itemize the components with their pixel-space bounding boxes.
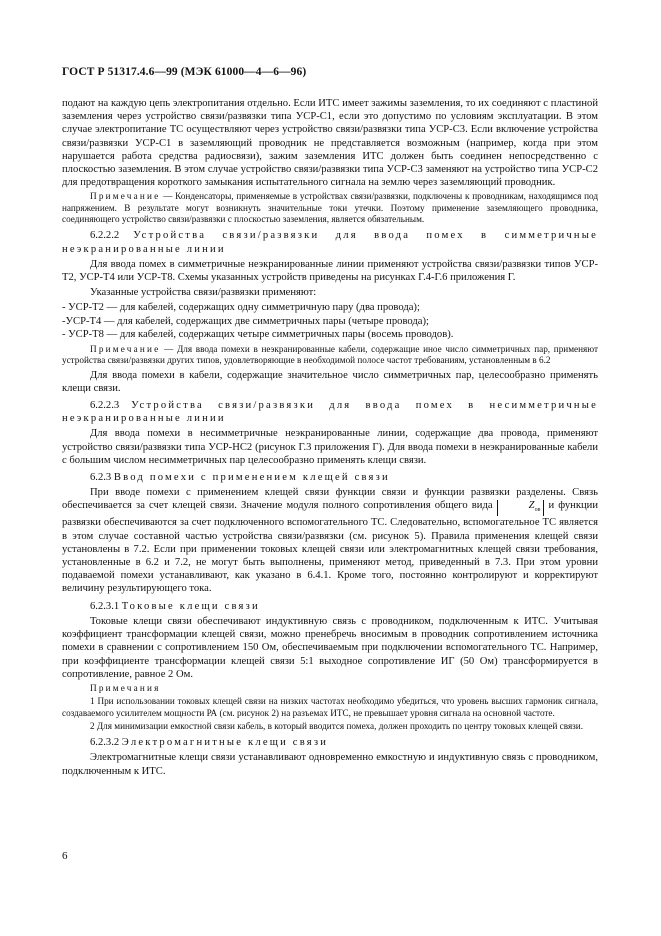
section-number: 6.2.2.3 [90,399,120,411]
paragraph: Для ввода помехи в несимметричные неэкранированные линии, содержащие два провода, применяют устройство связи/развязки типа УСР-НС2 (рисунок Г.3 приложения Г). Для ввода помехи в неэкранированные кабели с большим числом несимметричных пар целесообразно применять клещи связи. [62,428,598,466]
note-text: — Конденсаторы, применяемые в устройствах связи/развязки, подключены к проводникам, находящимся под напряжением. В результате могут возникнуть значительные токи утечки. Поэтому применение заземляющего проводника, соединяющего устройство связи/развязки с плоскостью заземления, является обязательным. [62,191,598,225]
paragraph: подают на каждую цепь электропитания отдельно. Если ИТС имеет зажимы заземления, то их соединяют с пластиной заземления через устройство связи/развязки типа УСР-С1, если это допустимо по условиям эксплуатации. В этом случае электропитание ТС осуществляют через устройство связи/развязки типа УСР-С3. Если включение устройства связи/развязки УСР-С1 в заземляющий проводник не представляется возможным (например, когда при этом нарушается работа средства радиосвязи), зажим заземления ИТС должен быть соединен непосредственно с плоскостью заземления. В этом случае устройство связи/развязки типа УСР-С3 заменяют на устройство типа УСР-С2 для предотвращения короткого замыкания испытательного сигнала на землю через заземляющий проводник. [62,98,598,189]
paragraph: Токовые клещи связи обеспечивают индуктивную связь с проводником, подключенным к ИТС. Учитывая коэффициент трансформации клещей связи, можно пренебречь вносимым в проводник сопротивлением источника помехи в сравнении с сопротивлением 150 Ом, обеспечиваемым при подключении вспомогательного ТС. Например, при коэффициенте трансформации клещей связи 5:1 выходное сопротивление ИГ (50 Ом) трансформируется в сопротивление, равное 2 Ом. [62,615,598,680]
paragraph: Для ввода помех в симметричные неэкранированные линии применяют устройства связи/развязки типов УСР-Т2, УСР-Т4 или УСР-Т8. Схемы указанных устройств приведены на рисунках Г.4-Г.6 приложения Г. [62,258,598,283]
note-text: — Для ввода помехи в неэкранированные кабели, содержащие иное число симметричных пар, применяют устройства связи/развязки других типов, удовлетворяющие в необходимой полосе частот требованиям, установленным в 6.2 [62,343,598,366]
section-number: 6.2.3.1 [90,600,120,612]
paragraph [62,486,598,596]
list-item: - УСР-Т2 — для кабелей, содержащих одну симметричную пару (два провода); [62,302,420,314]
notes-label-text: Примечания [90,682,161,693]
section-title: Электромагнитные клещи связи [121,737,329,749]
section-title: Токовые клещи связи [121,600,260,612]
impedance-z: Z [528,500,535,512]
document-header: ГОСТ Р 51317.4.6—99 (МЭК 61000—4—6—96) [62,66,307,78]
list-item: -УСР-Т4 — для кабелей, содержащих две симметричных пары (четыре провода); [62,315,429,327]
section-title: Устройства связи/развязки для ввода помех в несимметричные неэкранированные линии [62,399,599,425]
note-label: Примечание [90,343,161,354]
list-item: - УСР-Т8 — для кабелей, содержащих четыре симметричных пары (восемь проводов). [62,328,454,340]
note [62,344,598,367]
section-heading-6-2-3-1 [62,600,598,613]
note: 2 Для минимизации емкостной связи кабель, в который вводится помеха, должен проходить по центру токовых клещей связи. [90,720,584,731]
paragraph: Для ввода помехи в кабели, содержащие значительное число симметричных пар, целесообразно применять клещи связи. [62,369,598,394]
note-label: Примечание [90,191,161,202]
paragraph-text: и функции развязки обеспечиваются за счет подключенного вспомогательного ТС. Следовательно, вспомогательное ТС является в этом случае составной частью устройства связи/развязки (см. рисунок 5). Правила применения клещей связи установлены в 7.2. Если при применении токовых клещей связи или электромагнитных клещей связи требования, установленные в 6.2 и 7.2, не могут быть выполнены, применяют метод, приведенный в 7.3. При этом уровни подаваемой помехи устанавливают, как указано в 6.4.1. Кроме того, постоянно контролируют и корректируют величину результирующего тока. [62,500,599,595]
paragraph: Электромагнитные клещи связи устанавливают одновременно емкостную и индуктивную связь с проводником, подключенным к ИТС. [62,752,598,777]
section-heading-6-2-3 [62,471,598,484]
paragraph: Указанные устройства связи/развязки применяют: [90,287,317,299]
section-heading-6-2-3-2 [62,736,598,749]
document-body [62,97,598,780]
section-number: 6.2.3 [90,471,112,483]
section-number: 6.2.3.2 [90,737,120,749]
section-heading-6-2-2-2 [62,229,598,255]
impedance-symbol [497,500,545,516]
note: 1 При использовании токовых клещей связи на низких частотах необходимо убедиться, что уровень высших гармоник сигнала, создаваемого усилителем мощности РА (см. рисунок 2) на разъемах ИТС, не превышает уровня сигнала на основной частоте. [62,696,598,718]
section-number: 6.2.2.2 [90,230,120,242]
page-number: 6 [62,850,68,862]
note [62,191,598,225]
section-title: Устройства связи/развязки для ввода помех в симметричные неэкранированные линии [62,230,598,255]
section-heading-6-2-2-3 [62,399,598,425]
paragraph-text: При вводе помехи с применением клещей связи функции связи и функции развязки разделены. Связь обеспечивается за счет клещей связи. Значение модуля полного сопротивления общего вида [62,487,598,512]
impedance-subscript: ов [534,507,541,514]
section-title: Ввод помехи с применением клещей связи [113,471,390,483]
notes-label [62,683,598,694]
